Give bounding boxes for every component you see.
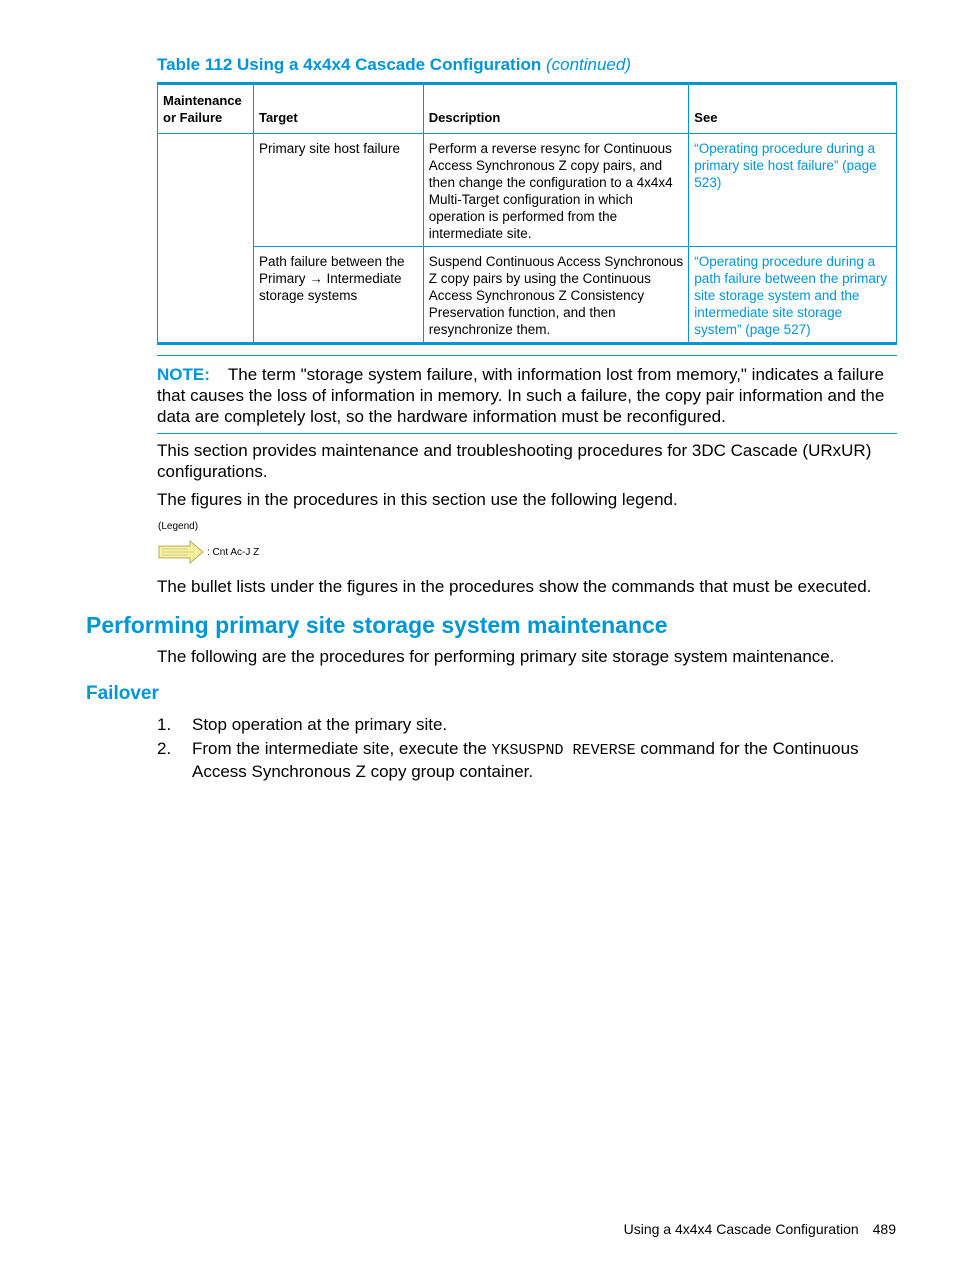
- cell-see-link[interactable]: “Operating procedure during a path failure between the primary site storage system and the intermediate site storage system” (page 527): [689, 247, 897, 344]
- step-text-continued: command for the Continuous Access Synchronous Z copy group container.: [192, 739, 859, 781]
- cell-description: Perform a reverse resync for Continuous Access Synchronous Z copy pairs, and then change the configuration to a 4x4x4 Multi-Target configuration in which operation is performed from the intermediate site.: [423, 134, 689, 247]
- note-box: [157, 355, 897, 434]
- list-item: [157, 738, 897, 782]
- legend-title: (Legend): [158, 521, 199, 532]
- table-caption: [157, 55, 631, 75]
- cell-maintenance: [158, 134, 254, 344]
- table-caption-suffix: (continued): [545, 55, 632, 74]
- note-text: The term "storage system failure, with information lost from memory," indicates a failure that causes the loss of information in memory. In such a failure, the copy pair information and the data are completely lost, so the hardware information must be reconfigured.: [157, 365, 885, 426]
- arrow-icon: [158, 540, 204, 564]
- legend-item: [158, 540, 259, 564]
- table-row: [158, 134, 897, 247]
- subsection-heading: Failover: [86, 683, 159, 704]
- procedures-intro-paragraph: The following are the procedures for performing primary site storage system maintenance.: [157, 647, 835, 666]
- step-number: 1.: [157, 715, 172, 734]
- bullet-note-paragraph: The bullet lists under the figures in the procedures show the commands that must be executed.: [157, 577, 872, 596]
- cell-see-link[interactable]: “Operating procedure during a primary site host failure” (page 523): [689, 134, 897, 247]
- section-heading: Performing primary site storage system maintenance: [86, 612, 668, 638]
- table-header-row: [158, 84, 897, 134]
- step-text: From the intermediate site, execute the: [192, 739, 492, 758]
- procedure-steps: [157, 714, 897, 785]
- page-number: 489: [872, 1221, 896, 1237]
- cell-description: Suspend Continuous Access Synchronous Z copy pairs by using the Continuous Access Synchronous Z Consistency Preservation function, and then resynchronize them.: [423, 247, 689, 344]
- legend: [158, 521, 260, 558]
- note-label: NOTE:: [157, 365, 210, 384]
- table-caption-title: Table 112 Using a 4x4x4 Cascade Configuration: [157, 55, 542, 74]
- table-row: [158, 247, 897, 344]
- page-footer: [624, 1221, 896, 1237]
- header-see: See: [689, 84, 897, 134]
- legend-item-label: : Cnt Ac-J Z: [207, 546, 260, 558]
- header-description: Description: [423, 84, 689, 134]
- command-code: YKSUSPND REVERSE: [491, 742, 636, 759]
- legend-intro-paragraph: The figures in the procedures in this section use the following legend.: [157, 490, 678, 509]
- intro-paragraph: This section provides maintenance and troubleshooting procedures for 3DC Cascade (URxUR) configurations.: [157, 441, 872, 481]
- header-target: Target: [253, 84, 423, 134]
- step-number: 2.: [157, 739, 172, 758]
- list-item: [157, 714, 897, 735]
- step-text: Stop operation at the primary site.: [192, 715, 448, 734]
- cascade-configuration-table: [157, 82, 897, 345]
- footer-title: Using a 4x4x4 Cascade Configuration: [623, 1221, 859, 1237]
- cell-target: Path failure between the Primary → Intermediate storage systems: [253, 247, 423, 344]
- cell-target: Primary site host failure: [253, 134, 423, 247]
- header-maintenance: Maintenance or Failure: [158, 84, 254, 134]
